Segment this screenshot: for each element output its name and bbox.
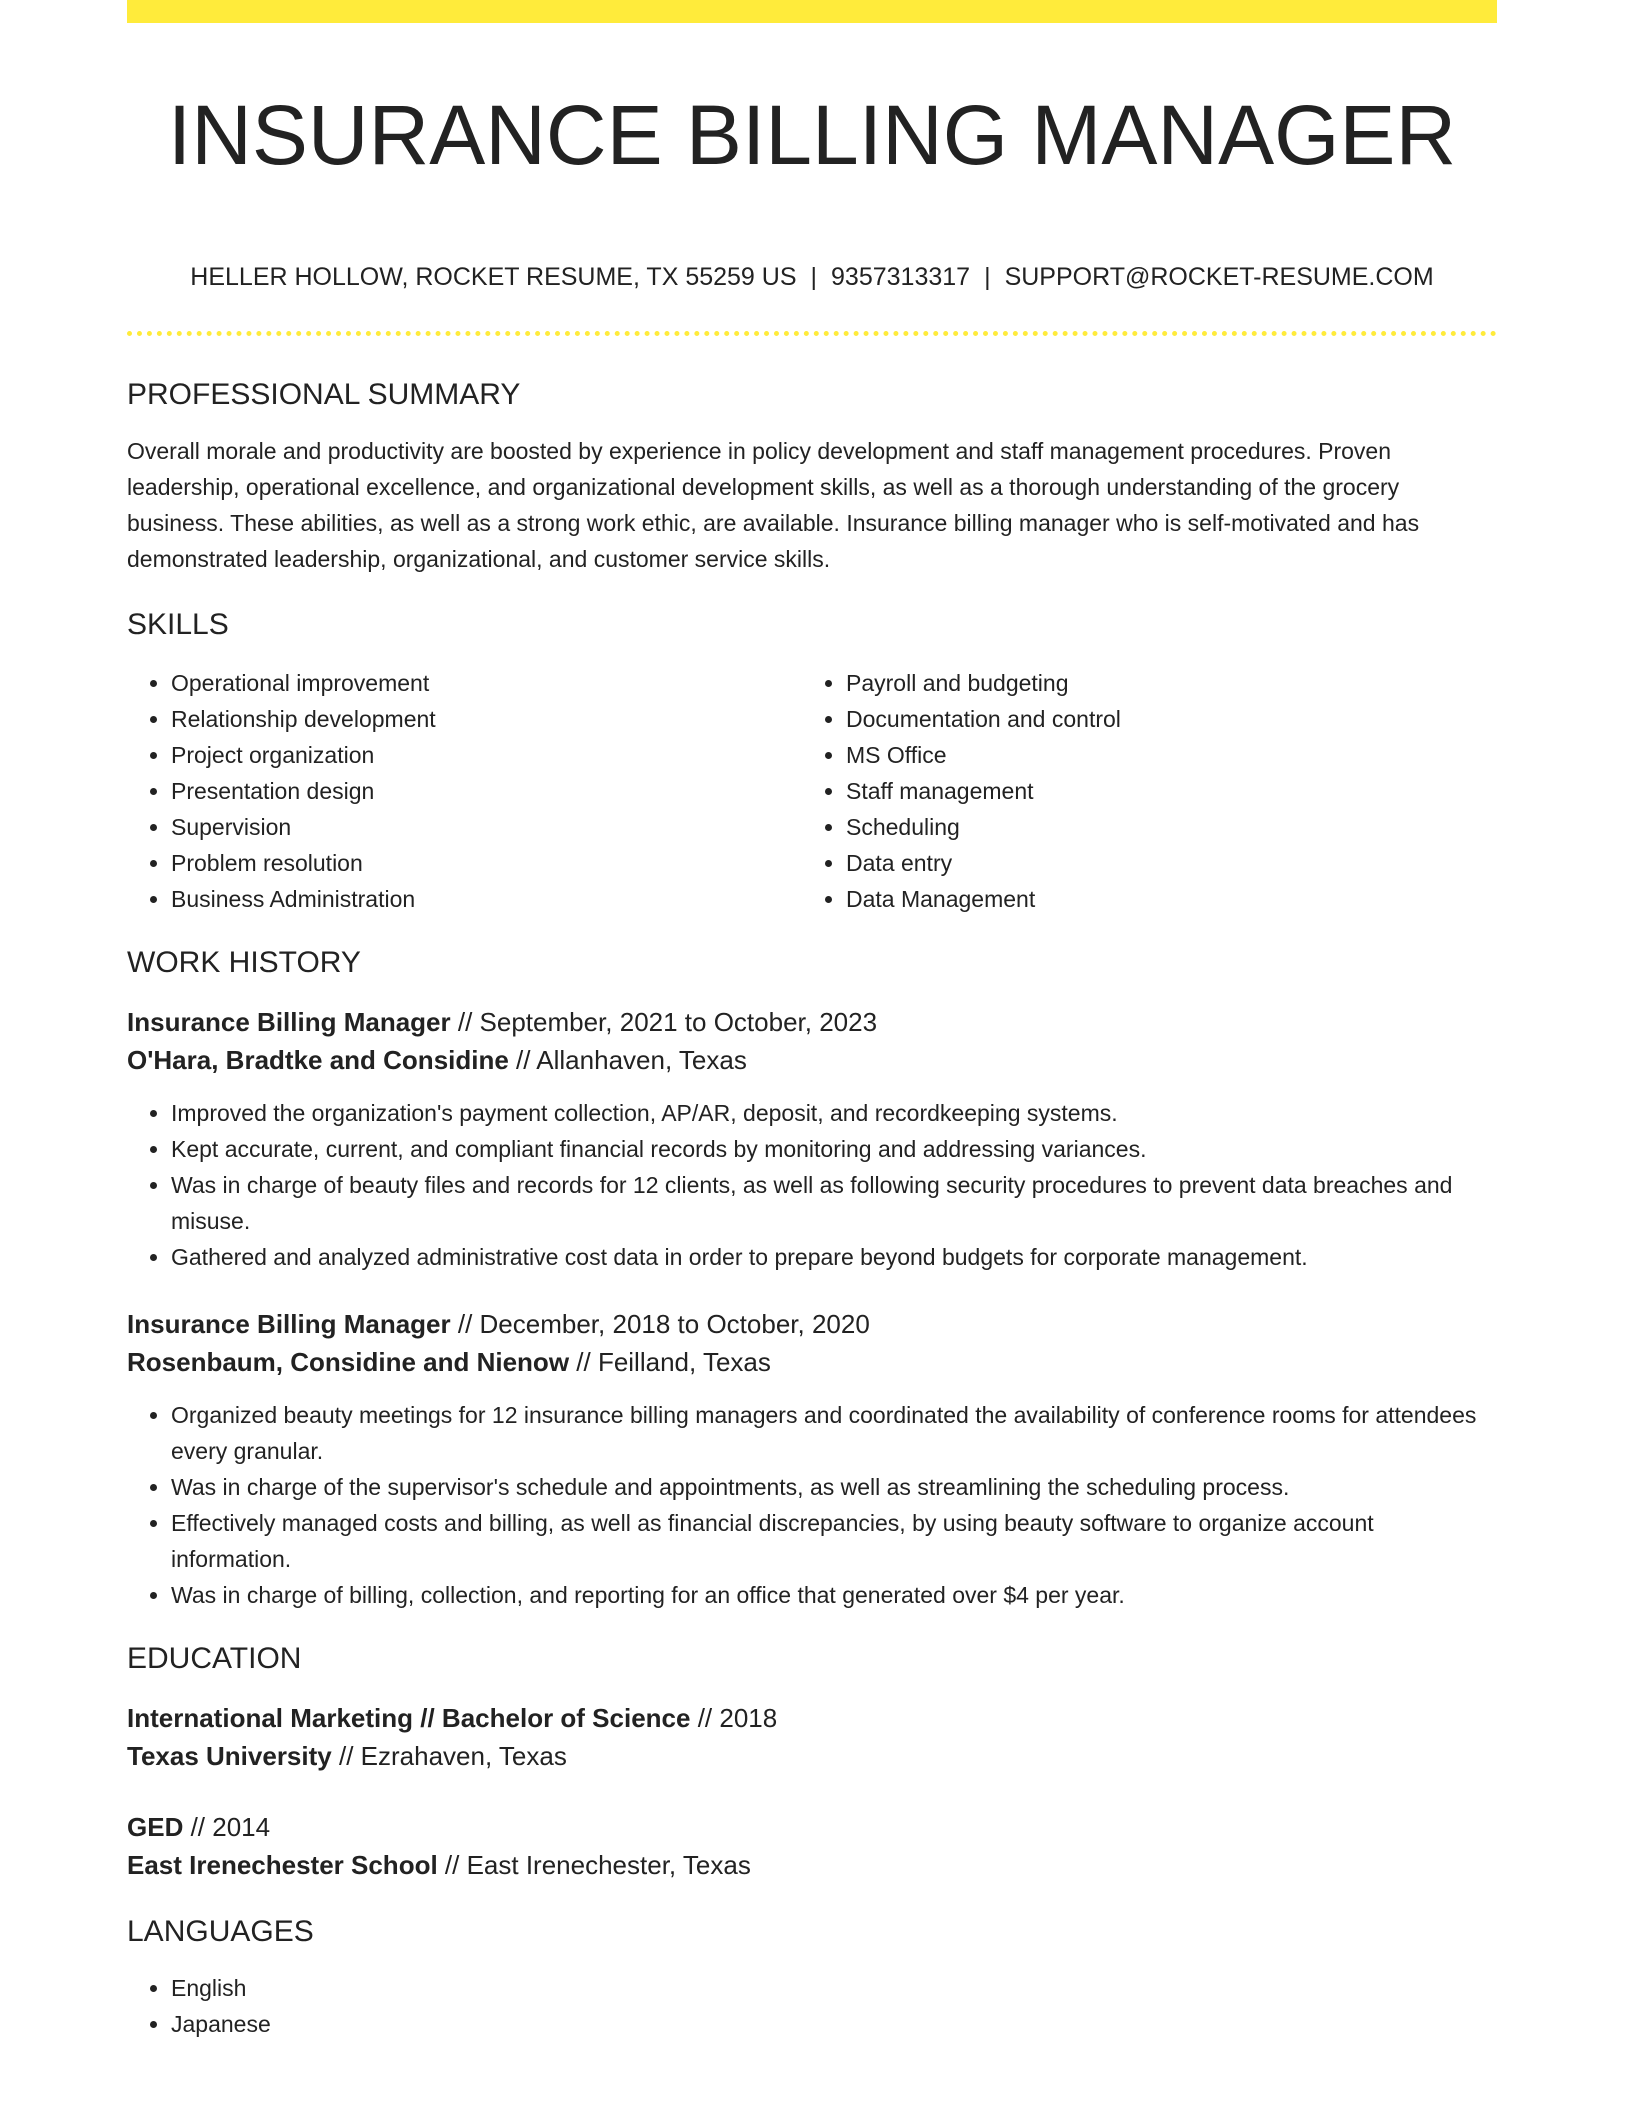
contact-line [127,257,1497,297]
skills-left-list [127,665,802,917]
education-degree: International Marketing // Bachelor of Science [127,1703,691,1733]
job-role: Insurance Billing Manager [127,1007,451,1037]
skill-item: • Documentation and control [846,701,1477,737]
candidate-name: INSURANCE BILLING MANAGER [167,88,1457,182]
skill-item: • Operational improvement [171,665,802,701]
education-entry [127,1699,1497,1775]
job-entry [127,1305,1497,1613]
top-accent-bar [127,0,1497,23]
contact-separator: | [984,263,991,291]
job-bullets [127,1397,1497,1613]
education-school-line [127,1846,1497,1884]
job-bullet: • Effectively managed costs and billing, as well as financial discrepancies, by using beauty software to organize account information. [171,1505,1497,1577]
resume-page [127,0,1497,2042]
job-dates: // September, 2021 to October, 2023 [450,1007,878,1037]
education-school: East Irenechester School [127,1850,438,1880]
job-location: // Feilland, Texas [569,1347,771,1377]
job-role: Insurance Billing Manager [127,1309,451,1339]
job-bullet: • Kept accurate, current, and compliant financial records by monitoring and addressing variances. [171,1131,1497,1167]
education-degree: GED [127,1812,184,1842]
skill-item: • Scheduling [846,809,1477,845]
job-bullets [127,1095,1497,1275]
skill-item: • Supervision [171,809,802,845]
education-location: // East Irenechester, Texas [437,1850,751,1880]
job-title-line [127,1003,1497,1041]
job-company: O'Hara, Bradtke and Considine [127,1045,509,1075]
skill-item: • Data Management [846,881,1477,917]
skill-item: • Business Administration [171,881,802,917]
education-degree-line [127,1808,1497,1846]
education-degree-line [127,1699,1497,1737]
education-school-line [127,1737,1497,1775]
language-item: • English [171,1970,1497,2006]
section-title-skills: SKILLS [127,608,229,641]
job-bullet: • Was in charge of beauty files and records for 12 clients, as well as following security procedures to prevent data breaches and misuse. [171,1167,1497,1239]
skill-item: • Payroll and budgeting [846,665,1477,701]
language-item: • Japanese [171,2006,1497,2042]
job-bullet: • Improved the organization's payment collection, AP/AR, deposit, and recordkeeping systems. [171,1095,1497,1131]
skill-item: • Relationship development [171,701,802,737]
skill-item: • Staff management [846,773,1477,809]
skills-columns [127,665,1497,917]
education-entry [127,1808,1497,1884]
job-bullet: • Was in charge of the supervisor's schedule and appointments, as well as streamlining the scheduling process. [171,1469,1497,1505]
section-title-languages: LANGUAGES [127,1915,314,1948]
job-bullet: • Was in charge of billing, collection, and reporting for an office that generated over $4 per year. [171,1577,1497,1613]
contact-email: SUPPORT@ROCKET-RESUME.COM [1004,263,1434,291]
skill-item: • Problem resolution [171,845,802,881]
skill-item: • MS Office [846,737,1477,773]
section-title-education: EDUCATION [127,1642,302,1675]
job-company: Rosenbaum, Considine and Nienow [127,1347,570,1377]
education-year: // 2014 [183,1812,271,1842]
contact-address: HELLER HOLLOW, ROCKET RESUME, TX 55259 US [190,263,797,291]
section-title-work: WORK HISTORY [127,946,361,979]
skills-right-column [802,665,1477,917]
job-location: // Allanhaven, Texas [508,1045,747,1075]
job-entry [127,1003,1497,1275]
job-bullet: • Organized beauty meetings for 12 insurance billing managers and coordinated the availability of conference rooms for attendees every granular. [171,1397,1497,1469]
languages-list [127,1970,1497,2042]
contact-separator: | [810,263,818,291]
skill-item: • Presentation design [171,773,802,809]
skills-right-list [802,665,1477,917]
job-dates: // December, 2018 to October, 2020 [450,1309,870,1339]
dotted-divider [127,331,1497,336]
education-year: // 2018 [690,1703,778,1733]
skills-left-column [127,665,802,917]
skill-item: • Data entry [846,845,1477,881]
contact-phone: 9357313317 [831,263,971,291]
job-company-line [127,1041,1497,1079]
education-school: Texas University [127,1741,332,1771]
summary-text: Overall morale and productivity are boosted by experience in policy development and staff management procedures. Proven leadership, operational excellence, and organizational development skills, as well as a thorough understanding of the grocery business. These abilities, as well as a strong work ethic, are available. Insurance billing manager who is self-motivated and has demonstrated leadership, organizational, and customer service skills. [127,438,1420,572]
job-bullet: • Gathered and analyzed administrative cost data in order to prepare beyond budgets for corporate management. [171,1239,1497,1275]
job-title-line [127,1305,1497,1343]
skill-item: • Project organization [171,737,802,773]
section-title-summary: PROFESSIONAL SUMMARY [127,378,521,411]
job-company-line [127,1343,1497,1381]
education-location: // Ezrahaven, Texas [331,1741,567,1771]
